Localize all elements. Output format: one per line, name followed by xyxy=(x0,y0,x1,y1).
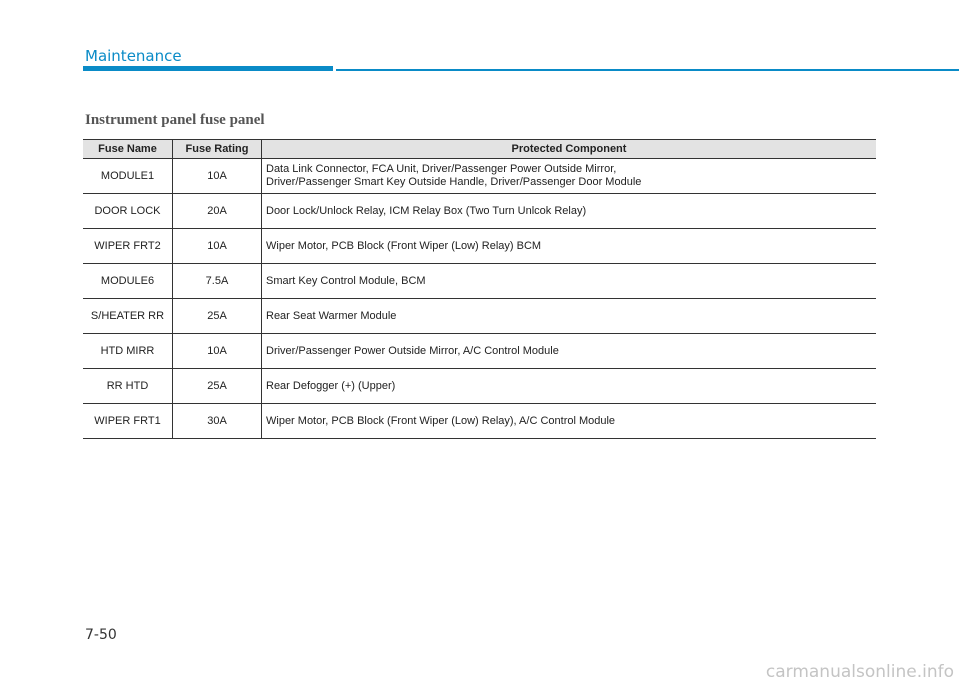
protected-component-cell xyxy=(262,334,877,369)
fuse-rating-cell: 10A xyxy=(173,229,262,264)
watermark-link[interactable]: carmanualsonline.info xyxy=(765,662,954,682)
fuse-name-cell: WIPER FRT2 xyxy=(83,229,173,264)
fuse-name-cell: MODULE6 xyxy=(83,264,173,299)
protected-component-cell xyxy=(262,194,877,229)
table-header-row xyxy=(83,140,876,159)
fuse-name-cell: WIPER FRT1 xyxy=(83,404,173,439)
section-title: Maintenance xyxy=(85,47,182,65)
header-rule-thin xyxy=(336,69,959,71)
table-row xyxy=(83,159,876,194)
protected-component-cell xyxy=(262,264,877,299)
fuse-rating-cell: 7.5A xyxy=(173,264,262,299)
fuse-table-body xyxy=(83,159,876,439)
protected-component-cell xyxy=(262,229,877,264)
component-line: Smart Key Control Module, BCM xyxy=(266,274,426,287)
table-row xyxy=(83,334,876,369)
component-line: Wiper Motor, PCB Block (Front Wiper (Low) Relay), A/C Control Module xyxy=(266,414,616,427)
fuse-rating-cell: 25A xyxy=(173,369,262,404)
fuse-rating-cell: 20A xyxy=(173,194,262,229)
document-heading: Instrument panel fuse panel xyxy=(85,112,265,128)
protected-component-cell xyxy=(262,299,877,334)
table-row xyxy=(83,194,876,229)
column-header-fuse-name: Fuse Name xyxy=(83,140,173,159)
fuse-name-cell: RR HTD xyxy=(83,369,173,404)
component-line: Door Lock/Unlock Relay, ICM Relay Box (Two Turn Unlcok Relay) xyxy=(266,204,587,217)
fuse-table xyxy=(83,139,876,439)
page-number: 7-50 xyxy=(85,627,117,643)
table-row xyxy=(83,264,876,299)
component-line: Rear Seat Warmer Module xyxy=(266,309,397,322)
table-row xyxy=(83,229,876,264)
component-line: Wiper Motor, PCB Block (Front Wiper (Low) Relay) BCM xyxy=(266,239,542,252)
header-rule-thick xyxy=(83,66,333,71)
fuse-name-cell: HTD MIRR xyxy=(83,334,173,369)
fuse-rating-cell: 10A xyxy=(173,334,262,369)
column-header-fuse-rating: Fuse Rating xyxy=(173,140,262,159)
component-line: Driver/Passenger Power Outside Mirror, A/C Control Module xyxy=(266,344,559,357)
fuse-name-cell: MODULE1 xyxy=(83,159,173,194)
component-line: Data Link Connector, FCA Unit, Driver/Passenger Power Outside Mirror, xyxy=(266,163,617,175)
column-header-protected-component: Protected Component xyxy=(262,140,877,159)
fuse-name-cell: DOOR LOCK xyxy=(83,194,173,229)
fuse-name-cell: S/HEATER RR xyxy=(83,299,173,334)
protected-component-cell xyxy=(262,404,877,439)
fuse-rating-cell: 25A xyxy=(173,299,262,334)
table-row xyxy=(83,404,876,439)
fuse-rating-cell: 10A xyxy=(173,159,262,194)
protected-component-cell xyxy=(262,159,877,194)
protected-component-cell xyxy=(262,369,877,404)
component-line: Driver/Passenger Smart Key Outside Handle, Driver/Passenger Door Module xyxy=(266,176,642,188)
table-row xyxy=(83,369,876,404)
component-line: Rear Defogger (+) (Upper) xyxy=(266,379,396,392)
table-row xyxy=(83,299,876,334)
fuse-rating-cell: 30A xyxy=(173,404,262,439)
